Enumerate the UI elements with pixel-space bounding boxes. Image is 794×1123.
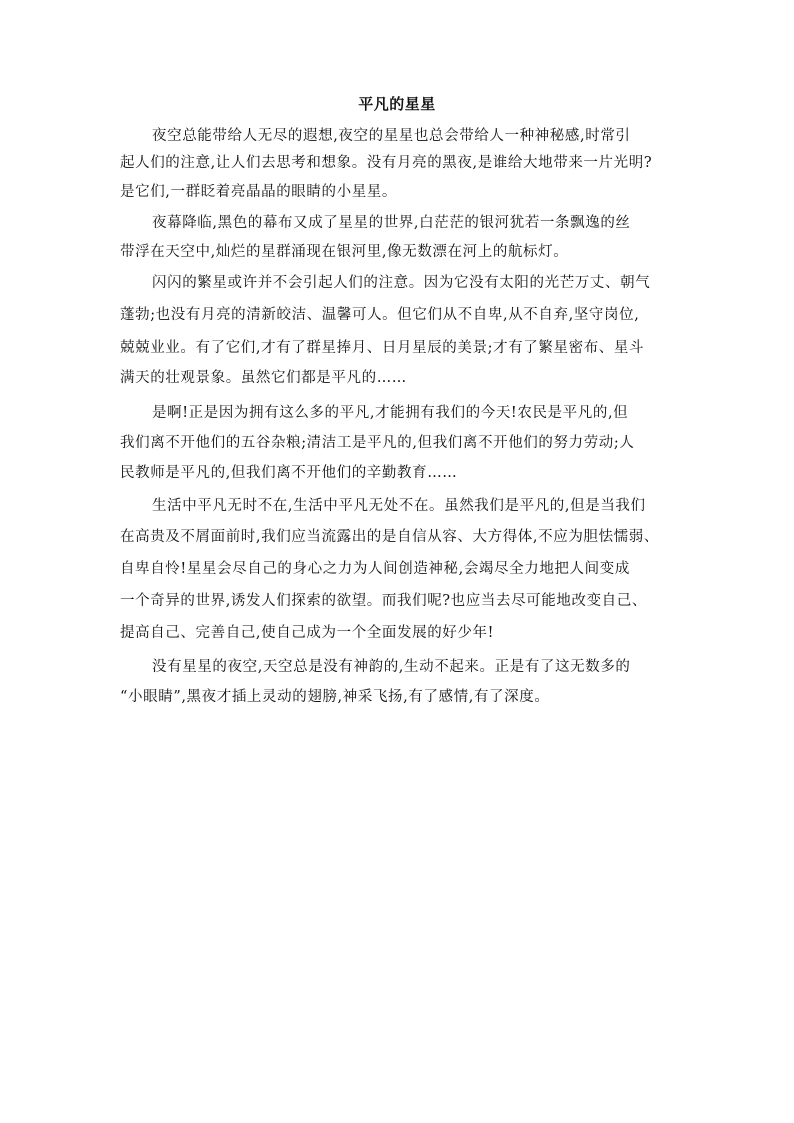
text-line: 是啊!正是因为拥有这么多的平凡,才能拥有我们的今天!农民是平凡的,但 — [152, 405, 629, 421]
text-line: 兢兢业业。有了它们,才有了群星捧月、日月星辰的美景;才有了繁星密布、星斗 — [120, 340, 645, 356]
text-line: 没有星星的夜空,天空总是没有神韵的,生动不起来。正是有了这无数多的 — [152, 659, 631, 675]
text-line: 满天的壮观景象。虽然它们都是平凡的…… — [120, 370, 407, 386]
text-line: 夜幕降临,黑色的幕布又成了星星的世界,白茫茫的银河犹若一条飘逸的丝 — [152, 215, 631, 231]
text-line: 一个奇异的世界,诱发人们探索的欲望。而我们呢?也应当去尽可能地改变自己、 — [120, 593, 647, 609]
text-line: 提高自己、完善自己,使自己成为一个全面发展的好少年! — [120, 625, 495, 641]
text-line: 起人们的注意,让人们去思考和想象。没有月亮的黑夜,是谁给大地带来一片光明? — [120, 155, 653, 171]
text-line: 民教师是平凡的,但我们离不开他们的辛勤教育…… — [120, 465, 458, 481]
text-line: 是它们,一群眨着亮晶晶的眼睛的小星星。 — [120, 184, 398, 200]
text-line: 带浮在天空中,灿烂的星群涌现在银河里,像无数漂在河上的航标灯。 — [120, 244, 569, 260]
text-line: 我们离不开他们的五谷杂粮;清洁工是平凡的,但我们离不开他们的努力劳动;人 — [120, 435, 635, 451]
document-title: 平凡的星星 — [358, 95, 436, 113]
text-line: 在高贵及不屑面前时,我们应当流露出的是自信从容、大方得体,不应为胆怯懦弱、 — [120, 529, 659, 545]
text-line: 闪闪的繁星或许并不会引起人们的注意。因为它没有太阳的光芒万丈、朝气 — [152, 275, 651, 291]
text-line: 生活中平凡无时不在,生活中平凡无处不在。虽然我们是平凡的,但是当我们 — [152, 498, 646, 514]
text-line: 蓬勃;也没有月亮的清新皎洁、温馨可人。但它们从不自卑,从不自弃,坚守岗位, — [120, 307, 640, 323]
text-line: 自卑自怜!星星会尽自己的身心之力为人间创造神秘,会竭尽全力地把人间变成 — [120, 561, 630, 577]
text-line: 夜空总能带给人无尽的遐想,夜空的星星也总会带给人一种神秘感,时常引 — [152, 128, 631, 144]
text-line: “小眼睛”,黑夜才插上灵动的翅膀,神采飞扬,有了感情,有了深度。 — [120, 689, 550, 705]
